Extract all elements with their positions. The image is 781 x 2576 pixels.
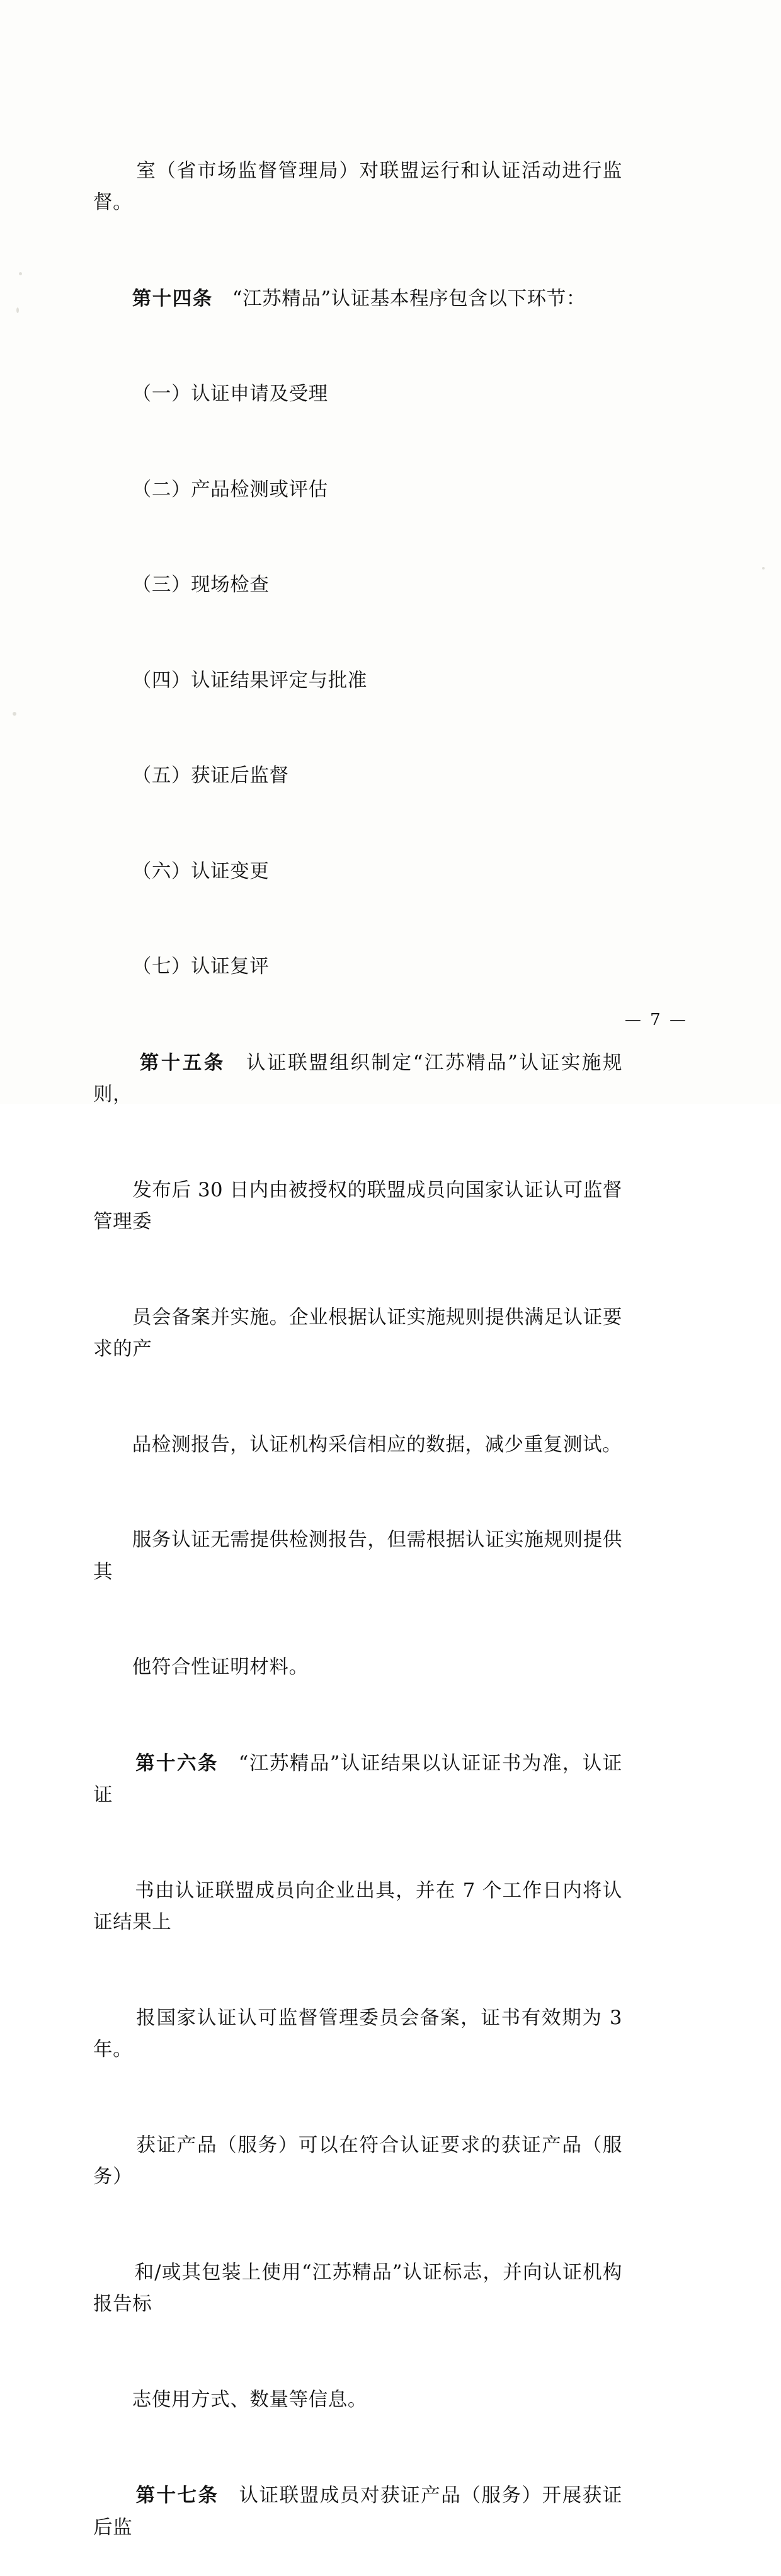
body-line <box>93 2225 622 2352</box>
line-text: （五）获证后监督 <box>132 765 289 787</box>
list-item <box>93 920 622 1016</box>
line-text: （二）产品检测或评估 <box>132 478 328 501</box>
article-number: 第十五条 <box>139 1051 225 1074</box>
body-line <box>93 1143 622 1270</box>
line-text: “江苏精品”认证基本程序包含以下环节： <box>212 287 586 310</box>
line-text: 和/或其包装上使用“江苏精品”认证标志，并向认证机构报告标 <box>93 2261 622 2315</box>
list-item <box>93 538 622 634</box>
body-line <box>93 1270 622 1397</box>
line-text: （七）认证复评 <box>132 956 270 978</box>
list-item <box>93 347 622 443</box>
body-paragraph <box>93 2098 622 2225</box>
line-text: 认证联盟组织制定“江苏精品”认证实施规则， <box>93 1051 623 1106</box>
body-line <box>93 1971 629 2098</box>
article-heading-16 <box>93 1715 622 1843</box>
article-number: 第十四条 <box>132 287 213 310</box>
line-text: 品检测报告，认证机构采信相应的数据，减少重复测试。 <box>132 1433 622 1456</box>
article-heading-15 <box>93 1015 622 1143</box>
line-text: 认证联盟成员对获证产品（服务）开展获证后监 <box>93 2485 623 2539</box>
article-heading-14 <box>93 251 622 347</box>
body-line <box>93 2352 622 2448</box>
list-item <box>93 824 622 920</box>
line-text: 报国家认证认可监督管理委员会备案，证书有效期为 3 年。 <box>93 2006 629 2061</box>
line-text: （三）现场检查 <box>132 574 270 596</box>
line-text: 室（省市场监督管理局）对联盟运行和认证活动进行监督。 <box>93 159 622 214</box>
document-body <box>93 123 629 2576</box>
list-item <box>93 633 622 729</box>
article-number: 第十七条 <box>135 2484 219 2507</box>
list-item <box>93 442 622 538</box>
line-text: 志使用方式、数量等信息。 <box>132 2388 367 2411</box>
line-text: 他符合性证明材料。 <box>132 1656 309 1678</box>
paper-speck <box>762 567 765 570</box>
article-heading-17 <box>93 2448 622 2576</box>
page-number: — 7 — <box>624 1010 688 1029</box>
paper-speck <box>13 712 16 716</box>
paper-speck <box>16 307 19 313</box>
line-text: （六）认证变更 <box>132 860 270 883</box>
line-text: （一）认证申请及受理 <box>132 383 328 405</box>
line-text: 发布后 30 日内由被授权的联盟成员向国家认证认可监督管理委 <box>93 1179 622 1233</box>
body-line <box>93 1620 622 1716</box>
list-item <box>93 729 622 825</box>
line-text: “江苏精品”认证结果以认证证书为准，认证证 <box>93 1752 622 1806</box>
line-text: 员会备案并实施。企业根据认证实施规则提供满足认证要求的产 <box>93 1306 622 1360</box>
body-line <box>93 123 622 251</box>
line-text: 书由认证联盟成员向企业出具，并在 7 个工作日内将认证结果上 <box>93 1879 622 1933</box>
line-text: 服务认证无需提供检测报告，但需根据认证实施规则提供其 <box>93 1529 622 1583</box>
body-line <box>93 1843 622 1971</box>
body-line <box>93 1397 622 1493</box>
body-paragraph <box>93 1493 622 1620</box>
paper-speck <box>19 272 22 275</box>
article-number: 第十六条 <box>135 1751 219 1775</box>
line-text: （四）认证结果评定与批准 <box>132 669 367 692</box>
line-text: 获证产品（服务）可以在符合认证要求的获证产品（服务） <box>93 2134 622 2188</box>
